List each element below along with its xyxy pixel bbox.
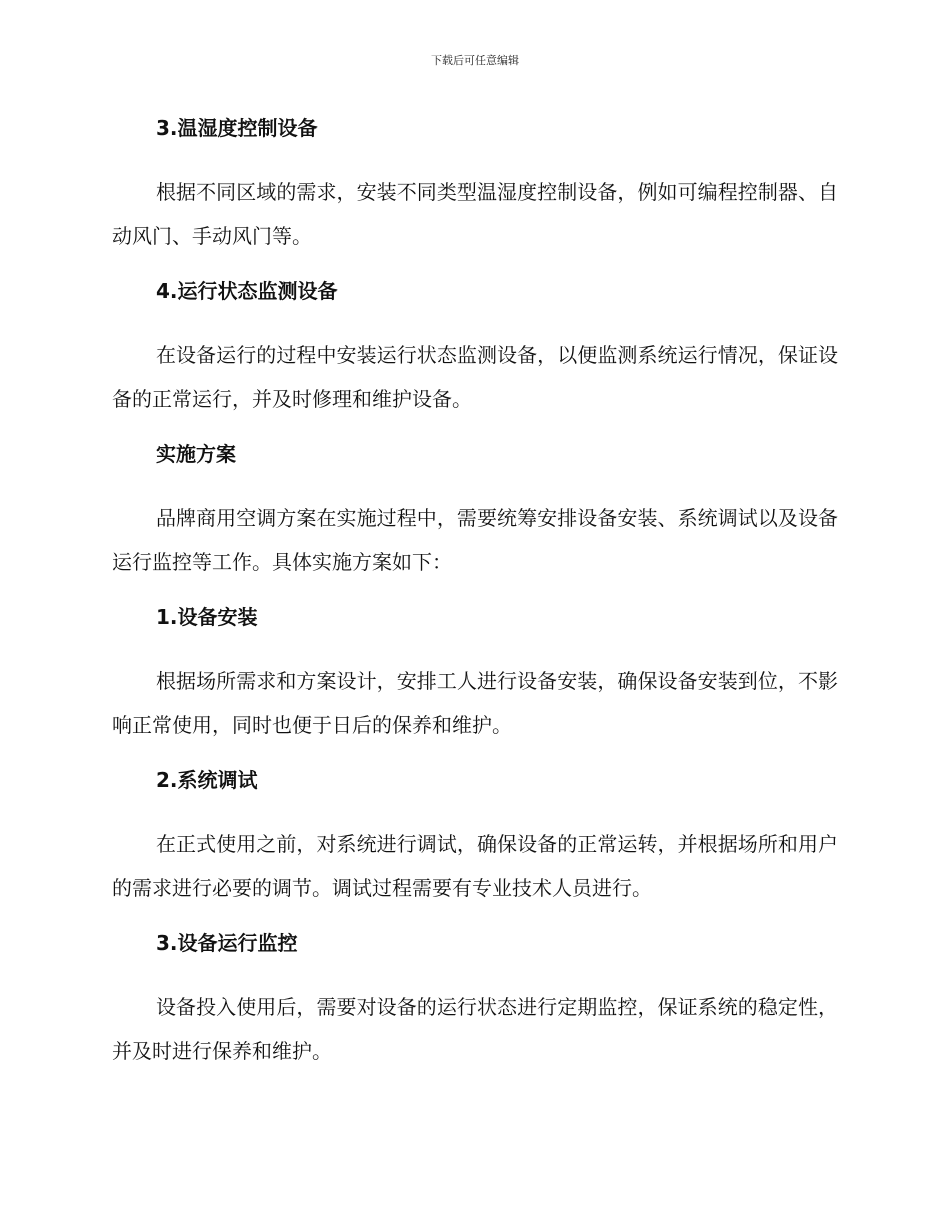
page-header-note: 下载后可任意编辑	[431, 54, 519, 67]
body-paragraph: 品牌商用空调方案在实施过程中，需要统筹安排设备安装、系统调试以及设备运行监控等工作。具体实施方案如下：	[112, 506, 838, 574]
document-body	[112, 110, 838, 1088]
section-heading: 2.系统调试	[156, 768, 258, 792]
section-heading: 4.运行状态监测设备	[156, 279, 338, 303]
section-heading: 3.设备运行监控	[156, 931, 298, 955]
body-paragraph: 根据不同区域的需求，安装不同类型温湿度控制设备，例如可编程控制器、自动风门、手动风门等。	[112, 180, 838, 248]
section-heading: 3.温湿度控制设备	[156, 116, 318, 140]
body-paragraph: 根据场所需求和方案设计，安排工人进行设备安装，确保设备安装到位，不影响正常使用，同时也便于日后的保养和维护。	[112, 669, 838, 737]
body-paragraph: 在设备运行的过程中安装运行状态监测设备，以便监测系统运行情况，保证设备的正常运行，并及时修理和维护设备。	[112, 343, 838, 411]
section-heading: 实施方案	[156, 442, 236, 466]
section-heading: 1.设备安装	[156, 605, 258, 629]
body-paragraph: 在正式使用之前，对系统进行调试，确保设备的正常运转，并根据场所和用户的需求进行必要的调节。调试过程需要有专业技术人员进行。	[112, 832, 838, 900]
body-paragraph: 设备投入使用后，需要对设备的运行状态进行定期监控，保证系统的稳定性，并及时进行保养和维护。	[112, 995, 838, 1063]
